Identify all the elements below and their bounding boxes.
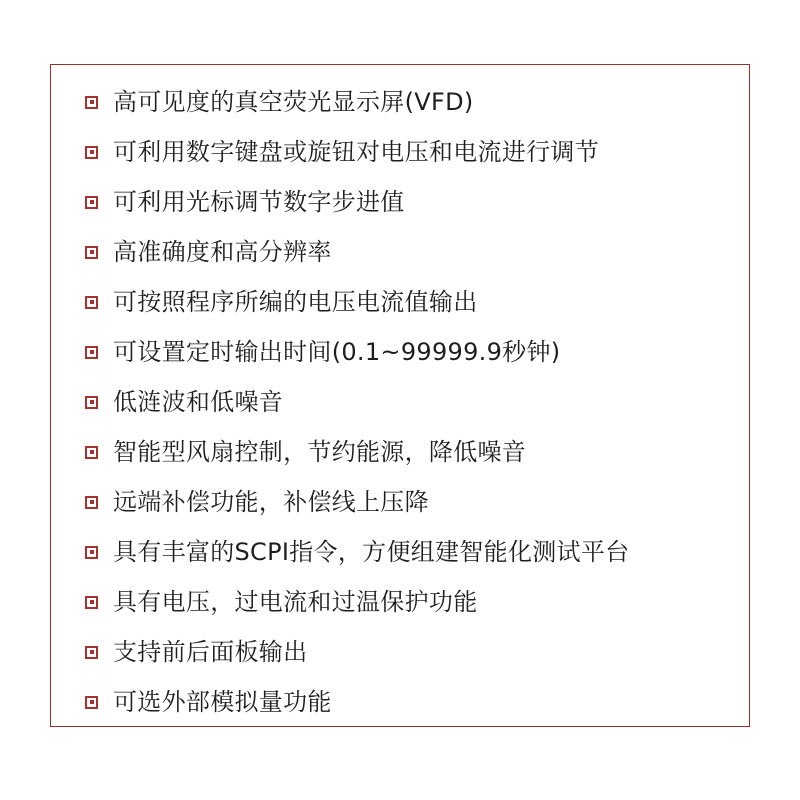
feature-text: 远端补偿功能，补偿线上压降 (113, 488, 429, 516)
square-bullet-icon (85, 346, 98, 359)
feature-panel (50, 64, 750, 727)
list-item (85, 177, 739, 227)
square-bullet-icon (85, 696, 98, 709)
feature-text: 智能型风扇控制，节约能源，降低噪音 (113, 438, 527, 466)
feature-text: 低涟波和低噪音 (113, 388, 284, 416)
feature-text: 可利用数字键盘或旋钮对电压和电流进行调节 (113, 138, 599, 166)
list-item (85, 627, 739, 677)
feature-text: 可选外部模拟量功能 (113, 688, 332, 716)
feature-text: 具有电压，过电流和过温保护功能 (113, 588, 478, 616)
feature-text: 可按照程序所编的电压电流值输出 (113, 288, 478, 316)
feature-text: 高准确度和高分辨率 (113, 238, 332, 266)
square-bullet-icon (85, 396, 98, 409)
list-item (85, 377, 739, 427)
list-item (85, 127, 739, 177)
feature-text: 可设置定时输出时间(0.1~99999.9秒钟) (113, 338, 561, 366)
list-item (85, 577, 739, 627)
square-bullet-icon (85, 146, 98, 159)
list-item (85, 77, 739, 127)
feature-text: 具有丰富的SCPI指令，方便组建智能化测试平台 (113, 538, 630, 566)
list-item (85, 677, 739, 727)
list-item (85, 427, 739, 477)
list-item (85, 277, 739, 327)
square-bullet-icon (85, 496, 98, 509)
list-item (85, 477, 739, 527)
list-item (85, 227, 739, 277)
feature-text: 高可见度的真空荧光显示屏(VFD) (113, 88, 474, 116)
square-bullet-icon (85, 546, 98, 559)
feature-text: 可利用光标调节数字步进值 (113, 188, 405, 216)
feature-list (85, 77, 739, 727)
square-bullet-icon (85, 196, 98, 209)
list-item (85, 527, 739, 577)
square-bullet-icon (85, 96, 98, 109)
square-bullet-icon (85, 646, 98, 659)
feature-text: 支持前后面板输出 (113, 638, 308, 666)
square-bullet-icon (85, 296, 98, 309)
square-bullet-icon (85, 446, 98, 459)
square-bullet-icon (85, 596, 98, 609)
square-bullet-icon (85, 246, 98, 259)
list-item (85, 327, 739, 377)
